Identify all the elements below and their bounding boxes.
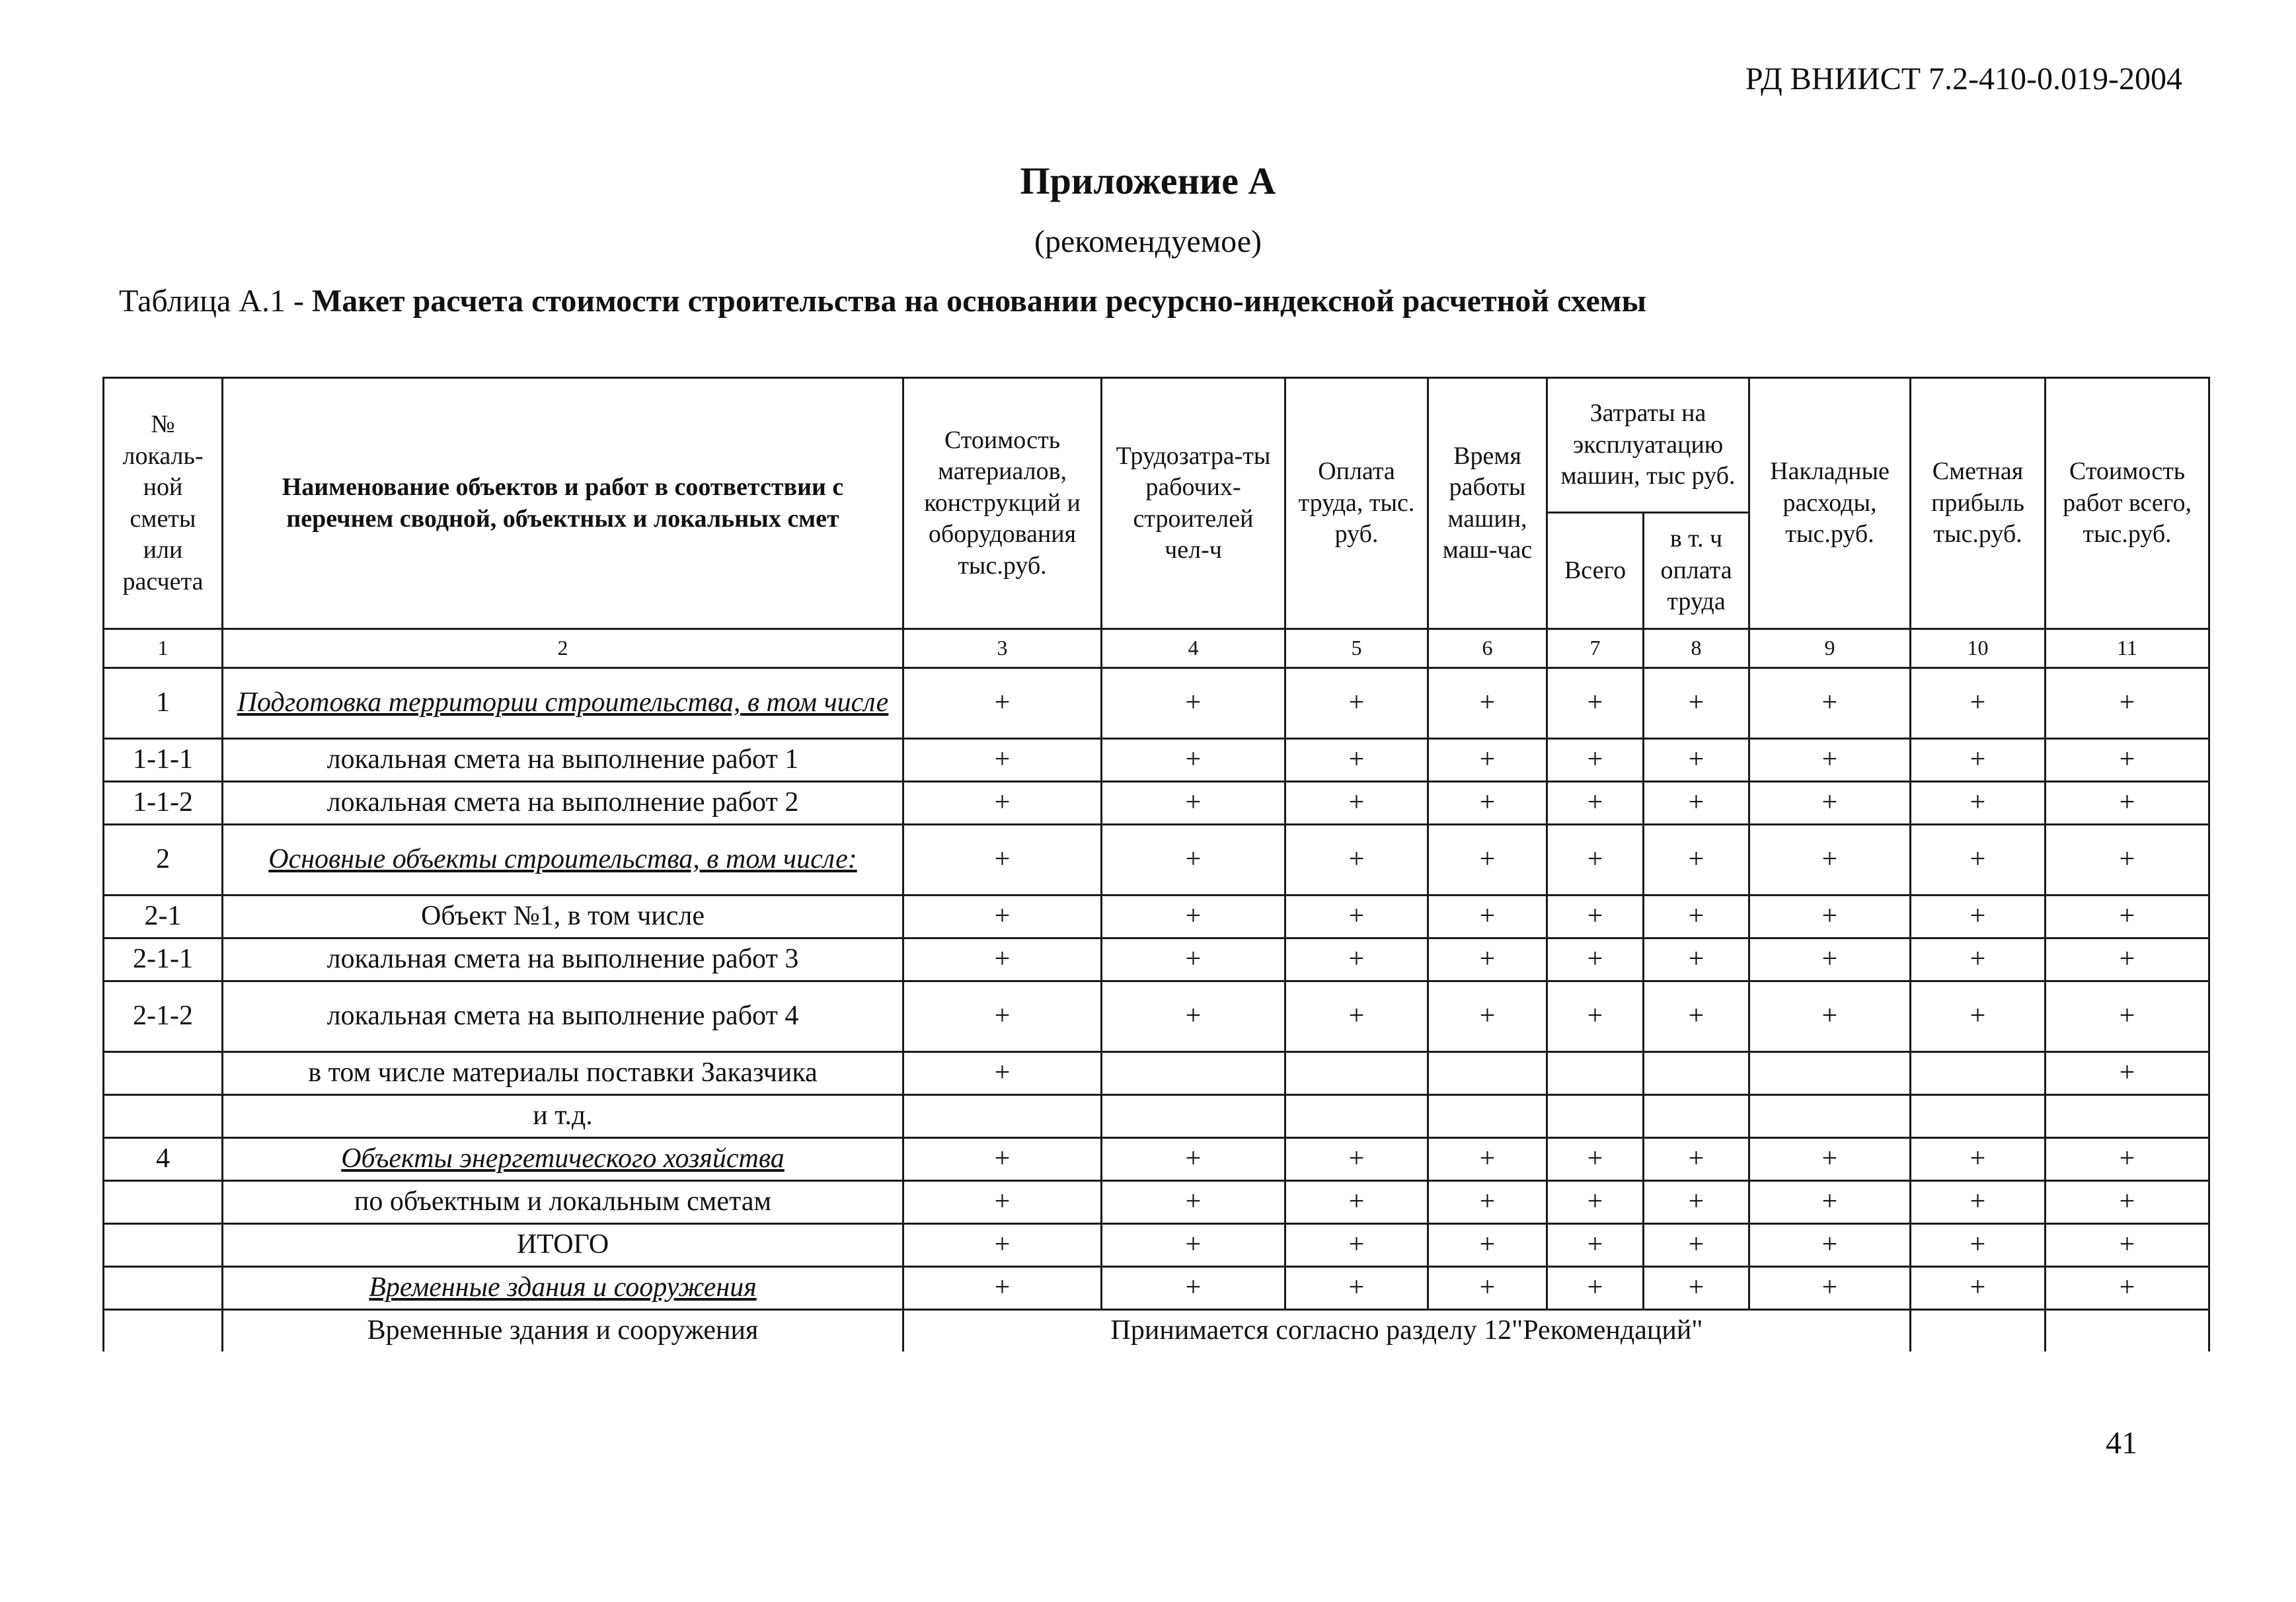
plus-mark: + [903,1052,1102,1095]
plus-mark: + [1102,782,1285,825]
plus-mark: + [1911,896,2046,938]
column-number: 9 [1749,629,1911,668]
header-labor: Трудозатра-ты рабочих-строителей чел-ч [1102,378,1285,629]
table-row [104,1310,2209,1352]
empty-cell [1285,1052,1428,1095]
plus-mark: + [903,1181,1102,1224]
plus-mark: + [1285,739,1428,782]
plus-mark: + [903,1138,1102,1181]
header-machine-time: Время работы машин, маш-час [1428,378,1547,629]
plus-mark: + [1428,739,1547,782]
plus-mark: + [1911,739,2046,782]
table-caption [119,283,1646,319]
empty-cell [2046,1095,2209,1138]
row-note: Принимается согласно разделу 12"Рекомендаций" [903,1310,1911,1352]
header-machine-costs: Затраты на эксплуатацию машин, тыс руб. [1547,378,1749,513]
plus-mark: + [1102,1181,1285,1224]
plus-mark: + [1644,1138,1749,1181]
plus-mark: + [1102,668,1285,739]
plus-mark: + [2046,1181,2209,1224]
column-number: 10 [1911,629,2046,668]
plus-mark: + [1102,1224,1285,1267]
page-number: 41 [2106,1426,2137,1461]
column-number: 6 [1428,629,1547,668]
appendix-subtitle: (рекомендуемое) [1034,224,1262,259]
row-number: 2-1 [104,896,223,938]
plus-mark: + [1644,825,1749,896]
plus-mark: + [903,938,1102,981]
plus-mark: + [1644,782,1749,825]
header-work-total: Стоимость работ всего, тыс.руб. [2046,378,2209,629]
header-machine-total: Всего [1547,513,1644,629]
plus-mark: + [1911,1138,2046,1181]
plus-mark: + [2046,825,2209,896]
header-materials: Стоимость материалов, конструкций и оборудования тыс.руб. [903,378,1102,629]
row-name: по объектным и локальным сметам [223,1181,903,1224]
plus-mark: + [2046,981,2209,1052]
plus-mark: + [1547,1138,1644,1181]
plus-mark: + [1285,1181,1428,1224]
plus-mark: + [1102,1138,1285,1181]
cost-table [102,377,2210,1352]
table-row [104,938,2209,981]
table-row [104,668,2209,739]
empty-cell [1547,1095,1644,1138]
row-name: Подготовка территории строительства, в том числе [223,668,903,739]
row-name: локальная смета на выполнение работ 3 [223,938,903,981]
plus-mark: + [1547,1267,1644,1310]
plus-mark: + [1547,981,1644,1052]
table-row [104,1181,2209,1224]
plus-mark: + [1644,896,1749,938]
plus-mark: + [1285,1138,1428,1181]
plus-mark: + [1102,1267,1285,1310]
plus-mark: + [1911,1267,2046,1310]
row-name: в том числе материалы поставки Заказчика [223,1052,903,1095]
table-row [104,782,2209,825]
plus-mark: + [1547,782,1644,825]
caption-text: Макет расчета стоимости строительства на основании ресурсно-индексной расчетной схемы [311,284,1646,319]
header-num: № локаль-ной сметы или расчета [104,378,223,629]
plus-mark: + [1644,1267,1749,1310]
plus-mark: + [1644,1224,1749,1267]
plus-mark: + [903,981,1102,1052]
plus-mark: + [1911,938,2046,981]
plus-mark: + [1749,782,1911,825]
plus-mark: + [1428,981,1547,1052]
empty-cell [1428,1052,1547,1095]
plus-mark: + [2046,668,2209,739]
plus-mark: + [1911,782,2046,825]
plus-mark: + [1911,981,2046,1052]
appendix-title: Приложение А [1020,159,1276,202]
column-number: 1 [104,629,223,668]
row-name: локальная смета на выполнение работ 1 [223,739,903,782]
column-number: 7 [1547,629,1644,668]
plus-mark: + [1428,668,1547,739]
row-name: локальная смета на выполнение работ 4 [223,981,903,1052]
plus-mark: + [1749,1224,1911,1267]
row-number [104,1052,223,1095]
plus-mark: + [1911,1181,2046,1224]
plus-mark: + [1547,825,1644,896]
row-number: 2-1-2 [104,981,223,1052]
plus-mark: + [1644,938,1749,981]
plus-mark: + [1749,938,1911,981]
row-name: локальная смета на выполнение работ 2 [223,782,903,825]
row-name: Временные здания и сооружения [223,1267,903,1310]
plus-mark: + [1547,1181,1644,1224]
column-number: 5 [1285,629,1428,668]
plus-mark: + [1749,1138,1911,1181]
table-row [104,896,2209,938]
empty-cell [1285,1095,1428,1138]
row-number [104,1181,223,1224]
plus-mark: + [903,782,1102,825]
header-name: Наименование объектов и работ в соответствии с перечнем сводной, объектных и локальных смет [223,378,903,629]
plus-mark: + [2046,1052,2209,1095]
plus-mark: + [1749,981,1911,1052]
plus-mark: + [1547,739,1644,782]
plus-mark: + [2046,782,2209,825]
plus-mark: + [1285,896,1428,938]
row-name: Основные объекты строительства, в том числе: [223,825,903,896]
plus-mark: + [1644,739,1749,782]
table-row [104,1267,2209,1310]
empty-cell [1911,1052,2046,1095]
table-row [104,739,2209,782]
plus-mark: + [2046,1224,2209,1267]
column-numbers-row [104,629,2209,668]
plus-mark: + [1547,668,1644,739]
plus-mark: + [1285,782,1428,825]
plus-mark: + [1428,1138,1547,1181]
plus-mark: + [2046,938,2209,981]
plus-mark: + [1547,1224,1644,1267]
document-code: РД ВНИИСТ 7.2-410-0.019-2004 [1745,61,2182,96]
plus-mark: + [903,739,1102,782]
empty-cell [1102,1095,1285,1138]
empty-cell [1644,1052,1749,1095]
plus-mark: + [1285,668,1428,739]
plus-mark: + [1644,1181,1749,1224]
caption-prefix: Таблица А.1 - [119,284,312,319]
row-name: и т.д. [223,1095,903,1138]
empty-cell [1749,1052,1911,1095]
column-number: 11 [2046,629,2209,668]
plus-mark: + [1285,981,1428,1052]
plus-mark: + [2046,1138,2209,1181]
plus-mark: + [1911,1224,2046,1267]
plus-mark: + [1644,668,1749,739]
plus-mark: + [1911,668,2046,739]
plus-mark: + [1428,896,1547,938]
row-name: Объект №1, в том числе [223,896,903,938]
plus-mark: + [1749,739,1911,782]
plus-mark: + [1102,739,1285,782]
header-wages: Оплата труда, тыс. руб. [1285,378,1428,629]
row-number [104,1310,223,1352]
table-row [104,1224,2209,1267]
plus-mark: + [1102,896,1285,938]
plus-mark: + [1749,825,1911,896]
plus-mark: + [1428,782,1547,825]
empty-cell [1911,1095,2046,1138]
header-profit: Сметная прибыль тыс.руб. [1911,378,2046,629]
row-number: 1-1-2 [104,782,223,825]
plus-mark: + [1644,981,1749,1052]
empty-cell [1644,1095,1749,1138]
plus-mark: + [1102,825,1285,896]
row-number [104,1224,223,1267]
plus-mark: + [1749,1267,1911,1310]
plus-mark: + [903,1224,1102,1267]
column-number: 4 [1102,629,1285,668]
plus-mark: + [1285,1224,1428,1267]
empty-cell [1102,1052,1285,1095]
plus-mark: + [1547,938,1644,981]
plus-mark: + [903,896,1102,938]
plus-mark: + [2046,1267,2209,1310]
plus-mark: + [2046,739,2209,782]
row-number [104,1095,223,1138]
column-number: 8 [1644,629,1749,668]
plus-mark: + [903,1267,1102,1310]
row-number: 1-1-1 [104,739,223,782]
plus-mark: + [1911,825,2046,896]
plus-mark: + [1102,981,1285,1052]
table-row [104,1095,2209,1138]
plus-mark: + [1428,1267,1547,1310]
plus-mark: + [1428,1224,1547,1267]
empty-cell [1911,1310,2046,1352]
plus-mark: + [1102,938,1285,981]
empty-cell [2046,1310,2209,1352]
row-name: ИТОГО [223,1224,903,1267]
plus-mark: + [1749,1181,1911,1224]
plus-mark: + [903,825,1102,896]
plus-mark: + [1428,825,1547,896]
plus-mark: + [1285,938,1428,981]
row-name: Объекты энергетического хозяйства [223,1138,903,1181]
table-row [104,825,2209,896]
header-overhead: Накладные расходы, тыс.руб. [1749,378,1911,629]
plus-mark: + [1285,825,1428,896]
row-number: 2 [104,825,223,896]
empty-cell [903,1095,1102,1138]
empty-cell [1428,1095,1547,1138]
plus-mark: + [1749,668,1911,739]
empty-cell [1749,1095,1911,1138]
row-number: 4 [104,1138,223,1181]
column-number: 3 [903,629,1102,668]
row-number: 1 [104,668,223,739]
table-row [104,1052,2209,1095]
row-number: 2-1-1 [104,938,223,981]
plus-mark: + [903,668,1102,739]
column-number: 2 [223,629,903,668]
row-number [104,1267,223,1310]
plus-mark: + [1428,1181,1547,1224]
row-name: Временные здания и сооружения [223,1310,903,1352]
plus-mark: + [1749,896,1911,938]
empty-cell [1547,1052,1644,1095]
plus-mark: + [1547,896,1644,938]
header-machine-incl-wages: в т. ч оплата труда [1644,513,1749,629]
table-row [104,981,2209,1052]
plus-mark: + [2046,896,2209,938]
table-row [104,1138,2209,1181]
plus-mark: + [1428,938,1547,981]
plus-mark: + [1285,1267,1428,1310]
